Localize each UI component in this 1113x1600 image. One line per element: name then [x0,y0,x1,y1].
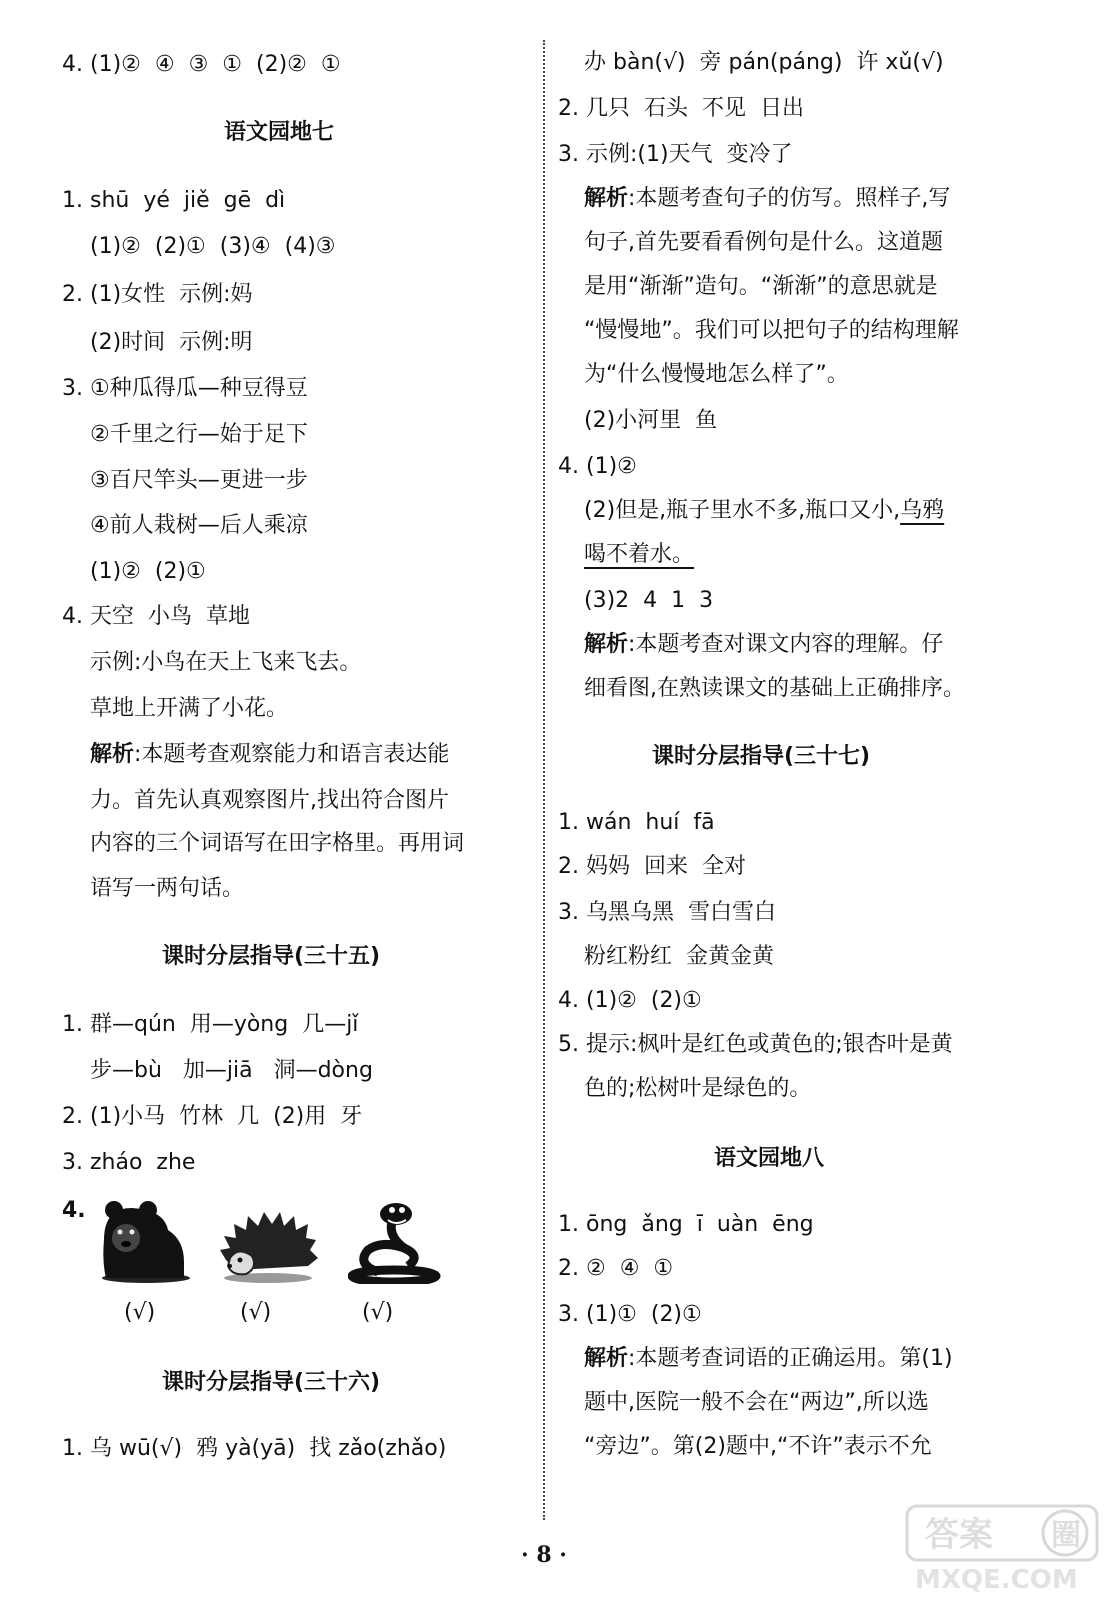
analysis-line: 力。首先认真观察图片,找出符合图片 [90,788,449,813]
answer-line: 草地上开满了小花。 [90,696,289,721]
answer-line: 4. 天空 小鸟 草地 [62,604,250,629]
answer-line: ②千里之行—始于足下 [90,422,308,447]
answer-line: 4. [62,1198,86,1223]
analysis-line: 为“什么慢慢地怎么样了”。 [584,362,849,387]
section-heading: 课时分层指导(三十七) [652,744,871,769]
answer-line: 1. shū yé jiě gē dì [62,188,286,213]
answer-line: ③百尺竿头—更进一步 [90,468,308,493]
answer-line: ④前人栽树—后人乘凉 [90,513,308,538]
answer-line: 3. 示例:(1)天气 变冷了 [558,142,793,167]
analysis-line: 是用“渐渐”造句。“渐渐”的意思就是 [584,274,938,299]
analysis-text: :本题考查词语的正确运用。第(1) [628,1346,953,1371]
answer-line: 1. ōng ǎng ī uàn ēng [558,1212,814,1237]
answer-text: (2)但是,瓶子里水不多,瓶口又小, [584,498,901,523]
page-number: · 8 · [521,1542,567,1568]
section-heading: 语文园地八 [714,1146,825,1171]
analysis-label: 解析 [584,1346,629,1371]
watermark-logo [905,1500,1100,1595]
answer-line: 3. (1)① (2)① [558,1302,702,1327]
svg-text:圈: 圈 [1051,1518,1081,1553]
answer-line: 1. 乌 wū(√) 鸦 yà(yā) 找 zǎo(zhǎo) [62,1436,447,1461]
answer-line [584,496,944,526]
answer-line: (3)2 4 1 3 [584,588,714,613]
column-divider [543,40,545,1520]
hedgehog-picture [216,1210,320,1284]
svg-text:MXQE.COM: MXQE.COM [915,1565,1078,1595]
section-heading: 语文园地七 [224,120,335,145]
analysis-line [584,184,950,214]
answer-line: 3. 乌黑乌黑 雪白雪白 [558,900,776,925]
svg-text:答案: 答案 [925,1515,993,1555]
answer-line: 2. ② ④ ① [558,1256,674,1281]
answer-line: 步—bù 加—jiā 洞—dòng [90,1058,373,1083]
answer-line: 办 bàn(√) 旁 pán(páng) 许 xǔ(√) [584,50,944,75]
answer-line: 2. 妈妈 回来 全对 [558,854,746,879]
answer-line: 4. (1)② (2)① [558,988,702,1013]
answer-line: 1. 群—qún 用—yòng 几—jǐ [62,1012,359,1037]
analysis-line: 题中,医院一般不会在“两边”,所以选 [584,1390,929,1415]
analysis-label: 解析 [90,742,135,767]
check-mark-snake: (√) [362,1300,394,1325]
answer-line: (2)时间 示例:明 [90,330,253,355]
bear-picture [98,1200,192,1284]
answer-line: 2. 几只 石头 不见 日出 [558,96,804,121]
analysis-line: 细看图,在熟读课文的基础上正确排序。 [584,676,965,701]
answer-line: 1. wán huí fā [558,810,715,835]
section-heading: 课时分层指导(三十五) [162,944,381,969]
answer-line: 2. (1)女性 示例:妈 [62,282,253,307]
answer-line: 色的;松树叶是绿色的。 [584,1076,812,1101]
underlined-answer: 喝不着水。 [584,542,695,567]
analysis-line: “旁边”。第(2)题中,“不许”表示不允 [584,1434,932,1459]
answer-line: (1)② (2)① (3)④ (4)③ [90,234,336,259]
analysis-line: 语写一两句话。 [90,876,245,901]
analysis-line: 内容的三个词语写在田字格里。再用词 [90,831,465,856]
answer-line: 3. ①种瓜得瓜—种豆得豆 [62,376,308,401]
answer-line: 粉红粉红 金黄金黄 [584,944,774,969]
answer-line: (1)② (2)① [90,559,206,584]
underlined-answer: 乌鸦 [900,498,945,523]
snake-picture [348,1200,442,1284]
answer-line: 2. (1)小马 竹林 几 (2)用 牙 [62,1104,363,1129]
answer-line: 5. 提示:枫叶是红色或黄色的;银杏叶是黄 [558,1032,953,1057]
check-mark-bear: (√) [124,1300,156,1325]
answer-line: (2)小河里 鱼 [584,408,718,433]
analysis-line: “慢慢地”。我们可以把句子的结构理解 [584,318,959,343]
answer-line: 示例:小鸟在天上飞来飞去。 [90,650,362,675]
analysis-label: 解析 [584,632,629,657]
analysis-label: 解析 [584,186,629,211]
analysis-line [90,740,449,770]
answer-line: 4. (1)② [558,454,637,479]
section-heading: 课时分层指导(三十六) [162,1370,381,1395]
answer-line: 3. zháo zhe [62,1150,196,1175]
analysis-text: :本题考查对课文内容的理解。仔 [628,632,944,657]
analysis-text: :本题考查观察能力和语言表达能 [134,742,450,767]
analysis-line [584,1344,953,1374]
analysis-line [584,630,943,660]
answer-line: 4. (1)② ④ ③ ① (2)② ① [62,52,341,77]
analysis-text: :本题考查句子的仿写。照样子,写 [628,186,951,211]
analysis-line: 句子,首先要看看例句是什么。这道题 [584,230,943,255]
check-mark-hedgehog: (√) [240,1300,272,1325]
